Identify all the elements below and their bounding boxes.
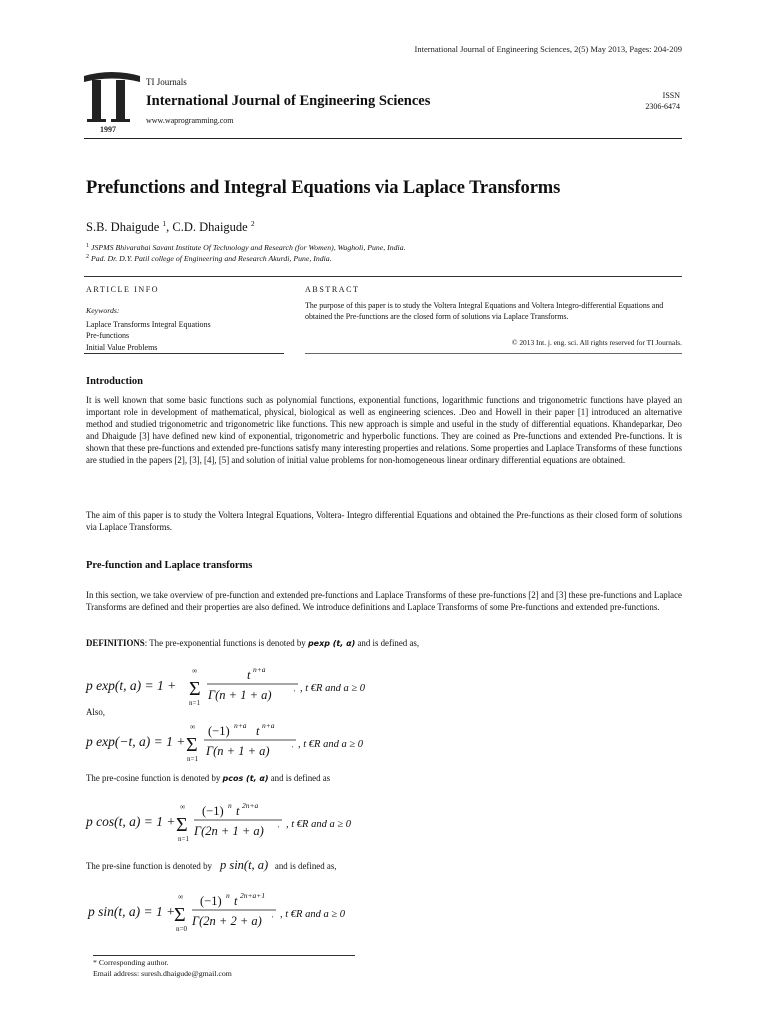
pre-sine-line: The pre-sine function is denoted by p sin(t, a) and is defined as,: [86, 858, 337, 872]
equation-pcos: [86, 798, 686, 842]
author-separator: , C.D. Dhaigude: [166, 220, 248, 234]
svg-text:t: t: [247, 668, 251, 682]
svg-text:(−1): (−1): [202, 804, 224, 818]
running-head: International Journal of Engineering Sciences, 2(5) May 2013, Pages: 204-209: [414, 44, 682, 54]
issn-number: 2306-6474: [645, 102, 680, 111]
equation-pexp: [86, 662, 686, 706]
affiliation-2: $^2$ Pad. Dr. D.Y. Patil college of Engineering and Research Akurdi, Pune, India.: [86, 254, 332, 263]
svg-text:n=0: n=0: [176, 925, 187, 933]
svg-text:': ': [272, 915, 274, 923]
svg-text:t: t: [234, 894, 238, 908]
intro-paragraph-1: It is well known that some basic functions such as polynomial functions, exponential functions, logarithmic functions and trigonometric functions have played an important role in development of mathematical, physical, biological as well as engineering sciences. .Deo and Howell in their paper [1] introduced an alternative method and studied trigonometric and trigonometric like functions. This new approach is simple and useful in the study of differential equations. Khandeparkar, Deo and Dhaigude [3] have defined new kind of exponential, trigonometric and hyperbolic functions. They are coined as Pre-functions and extended Pre-functions. It is shown that these pre-functions and extended pre-functions satisfy many interesting properties and relations. Some properties and Laplace Transforms of these functions are studied in the papers [2], [3], [4], [5] and solution of initial value problems for non-homogeneous linear ordinary differential equations are obtained.: [86, 395, 682, 465]
issn-block: [645, 90, 680, 112]
author-list: [86, 219, 255, 235]
svg-text:Σ: Σ: [174, 904, 186, 926]
svg-text:n+a: n+a: [253, 665, 266, 674]
section-heading-introduction: Introduction: [86, 376, 143, 387]
svg-text:n=1: n=1: [189, 699, 200, 707]
publisher-name: TI Journals: [146, 77, 187, 87]
svg-text:(−1): (−1): [208, 724, 230, 738]
definitions-label: DEFINITIONS: [86, 638, 145, 648]
keyword-item: Laplace Transforms Integral Equations: [86, 320, 211, 329]
footnote-divider: [93, 955, 355, 956]
svg-text:Σ: Σ: [186, 734, 198, 756]
keyword-item: Initial Value Problems: [86, 342, 158, 352]
pre-cosine-line: The pre-cosine function is denoted by pcos (t, α) and is defined as: [86, 773, 331, 783]
section-heading-prefunction: Pre-function and Laplace transforms: [86, 560, 253, 571]
svg-text:, t €R and a ≥ 0: , t €R and a ≥ 0: [286, 819, 351, 830]
author-2-affil: 2: [250, 219, 255, 228]
svg-text:Γ(n + 1 + a): Γ(n + 1 + a): [208, 688, 272, 702]
svg-text:p cos(t, a) = 1 +: p cos(t, a) = 1 +: [86, 814, 176, 829]
keyword-item: Pre-functions: [86, 331, 130, 341]
svg-text:(−1): (−1): [200, 894, 222, 908]
svg-text:n=1: n=1: [187, 755, 198, 763]
svg-text:, t €R and a ≥ 0: , t €R and a ≥ 0: [298, 739, 363, 750]
also-label: Also,: [86, 707, 105, 717]
svg-text:': ': [294, 689, 296, 697]
corresponding-author-note: * Corresponding author.: [93, 958, 169, 967]
svg-text:t: t: [236, 804, 240, 818]
journal-url[interactable]: www.waprogramming.com: [146, 116, 234, 125]
svg-text:Γ(2n + 2 + a): Γ(2n + 2 + a): [192, 914, 262, 928]
svg-text:∞: ∞: [178, 892, 184, 901]
logo-year: 1997: [100, 125, 116, 134]
svg-text:∞: ∞: [180, 802, 186, 811]
svg-text:∞: ∞: [192, 666, 198, 675]
svg-text:': ': [292, 745, 294, 753]
svg-text:n+a: n+a: [262, 721, 275, 730]
svg-text:Γ(2n + 1 + a): Γ(2n + 1 + a): [194, 824, 264, 838]
svg-text:n: n: [226, 891, 230, 900]
info-top-rule: [84, 276, 682, 277]
info-bottom-rule: [84, 353, 284, 354]
equation-psin: [86, 888, 686, 932]
author-1-affil: 1: [162, 219, 167, 228]
svg-text:Σ: Σ: [189, 678, 201, 700]
copyright-notice: © 2013 Int. j. eng. sci. All rights reserved for TI Journals.: [511, 338, 682, 347]
svg-text:Γ(n + 1 + a): Γ(n + 1 + a): [206, 744, 270, 758]
section2-paragraph: In this section, we take overview of pre-function and extended pre-functions and Laplace Transforms of these pre-functions [2] and [3] these pre-functions and Laplace Transforms are defined and their properties are also defined. We introduce definitions and Laplace Transforms of some Pre-functions and extended pre-functions.: [86, 590, 682, 612]
intro-paragraph-2: The aim of this paper is to study the Voltera Integral Equations, Voltera- Integro differential Equations and obtained the Pre-functions as their closed form of solutions via Laplace Transforms.: [86, 510, 682, 532]
keywords-label: Keywords:: [86, 306, 120, 315]
article-info-heading: ARTICLE INFO: [86, 285, 160, 294]
svg-text:∞: ∞: [190, 722, 196, 731]
svg-text:n: n: [228, 801, 232, 810]
abstract-text: The purpose of this paper is to study the Voltera Integral Equations and Voltera Integro-differential Equations and obtained the Pre-functions are the closed form of solutions via Laplace Transforms.: [305, 301, 664, 322]
svg-text:n=1: n=1: [178, 835, 189, 843]
definitions-line: DEFINITIONS: The pre-exponential functions is denoted by pexp (t, α) and is defined as,: [86, 638, 420, 648]
svg-text:2n+a: 2n+a: [242, 801, 259, 810]
journal-logo: [82, 70, 142, 134]
svg-text:Σ: Σ: [176, 814, 188, 836]
svg-text:p exp(−t, a) = 1 +: p exp(−t, a) = 1 +: [86, 734, 186, 749]
issn-label: ISSN: [662, 91, 680, 100]
header-divider: [84, 138, 682, 139]
psin-symbol: p sin(t, a): [219, 858, 269, 872]
svg-text:t: t: [256, 724, 260, 738]
pcos-symbol: pcos (t, α): [222, 774, 269, 783]
svg-text:p exp(t, a) = 1 +: p exp(t, a) = 1 +: [86, 678, 177, 693]
corresponding-email[interactable]: Email address: suresh.dhaigude@gmail.com: [93, 969, 232, 978]
svg-text:n+a: n+a: [234, 721, 247, 730]
keywords-list: [86, 319, 211, 353]
paper-title: Prefunctions and Integral Equations via Laplace Transforms: [86, 178, 561, 198]
abstract-bottom-rule: [305, 353, 682, 354]
svg-text:2n+a+1: 2n+a+1: [240, 891, 266, 900]
svg-text:p sin(t, a) = 1 +: p sin(t, a) = 1 +: [88, 904, 176, 919]
svg-text:': ': [278, 825, 280, 833]
author-1: S.B. Dhaigude: [86, 220, 160, 234]
affiliation-1: $^1$ JSPMS Bhivarabai Savant Institute Of Technology and Research (for Women), Wagholi, Pune, India.: [86, 243, 406, 252]
journal-title: International Journal of Engineering Sciences: [146, 93, 431, 109]
svg-text:, t €R and a ≥ 0: , t €R and a ≥ 0: [300, 683, 365, 694]
svg-text:, t €R and a ≥ 0: , t €R and a ≥ 0: [280, 909, 345, 920]
abstract-heading: ABSTRACT: [305, 285, 360, 294]
pexp-symbol: pexp (t, α): [307, 639, 356, 648]
equation-pexp-negative: [86, 718, 686, 762]
